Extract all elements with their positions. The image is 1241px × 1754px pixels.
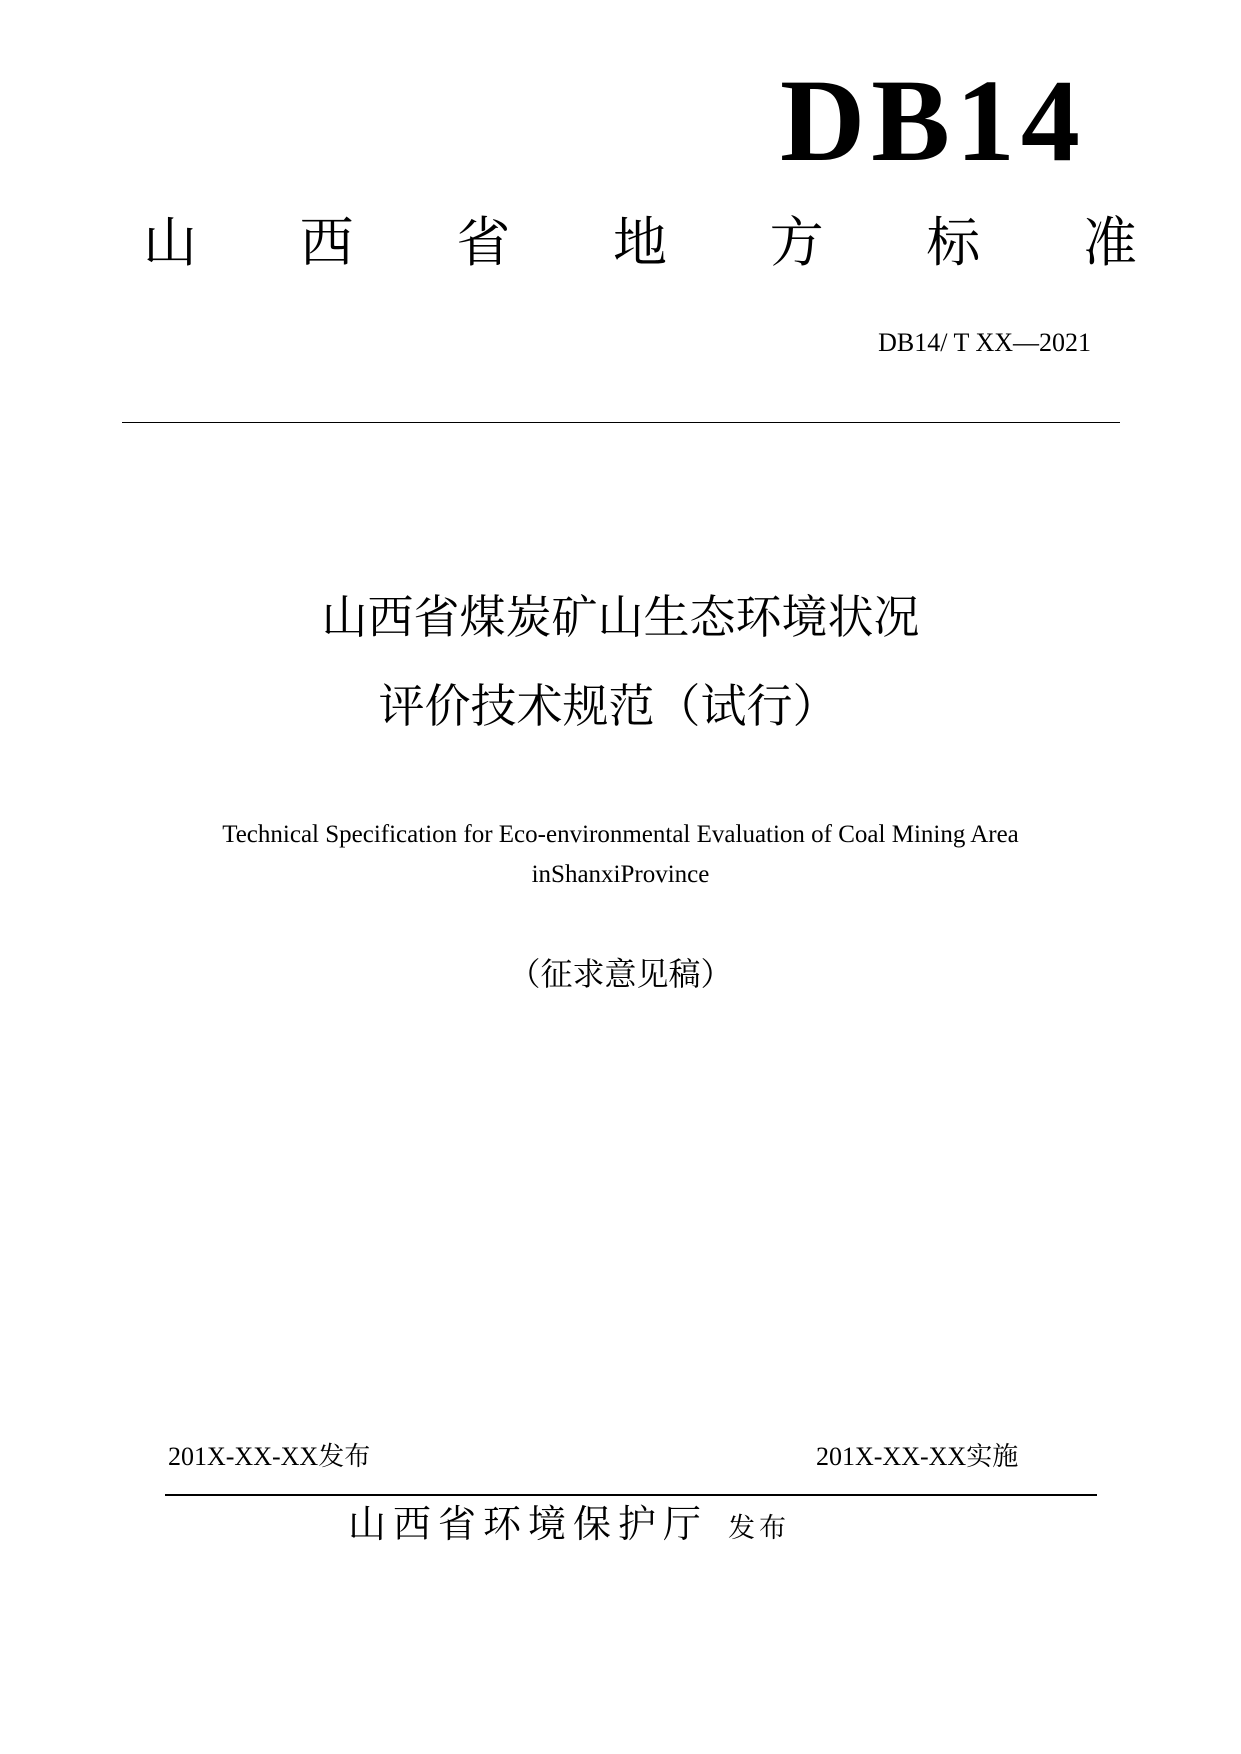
heading-char: 省 xyxy=(456,211,511,274)
heading-char: 地 xyxy=(612,211,667,274)
english-title-line-2: inShanxiProvince xyxy=(531,861,710,888)
publish-label: 发布 xyxy=(728,1513,791,1544)
header-divider xyxy=(122,422,1120,423)
chinese-title-line-1: 山西省煤炭矿山生态环境状况 xyxy=(321,590,920,644)
heading-char: 山 xyxy=(143,211,197,274)
publisher-line xyxy=(348,1502,790,1548)
footer-divider xyxy=(165,1494,1097,1496)
heading-char: 西 xyxy=(299,211,354,274)
heading-char: 准 xyxy=(1082,211,1137,274)
heading-char: 方 xyxy=(769,211,824,274)
english-title-line-1: Technical Specification for Eco-environmental Evaluation of Coal Mining Area xyxy=(222,821,1019,848)
standard-type-heading xyxy=(140,211,1140,274)
chinese-title-line-2: 评价技术规范（试行） xyxy=(378,679,839,733)
standard-code-logo: DB14 xyxy=(780,55,1086,186)
issue-date: 201X-XX-XX发布 xyxy=(168,1442,371,1471)
standard-number: DB14/ T XX—2021 xyxy=(878,328,1091,357)
implementation-date: 201X-XX-XX实施 xyxy=(816,1442,1019,1471)
draft-status-label: （征求意见稿） xyxy=(508,955,733,993)
heading-char: 标 xyxy=(926,211,981,274)
publisher-name: 山西省环境保护厅 xyxy=(348,1502,709,1546)
